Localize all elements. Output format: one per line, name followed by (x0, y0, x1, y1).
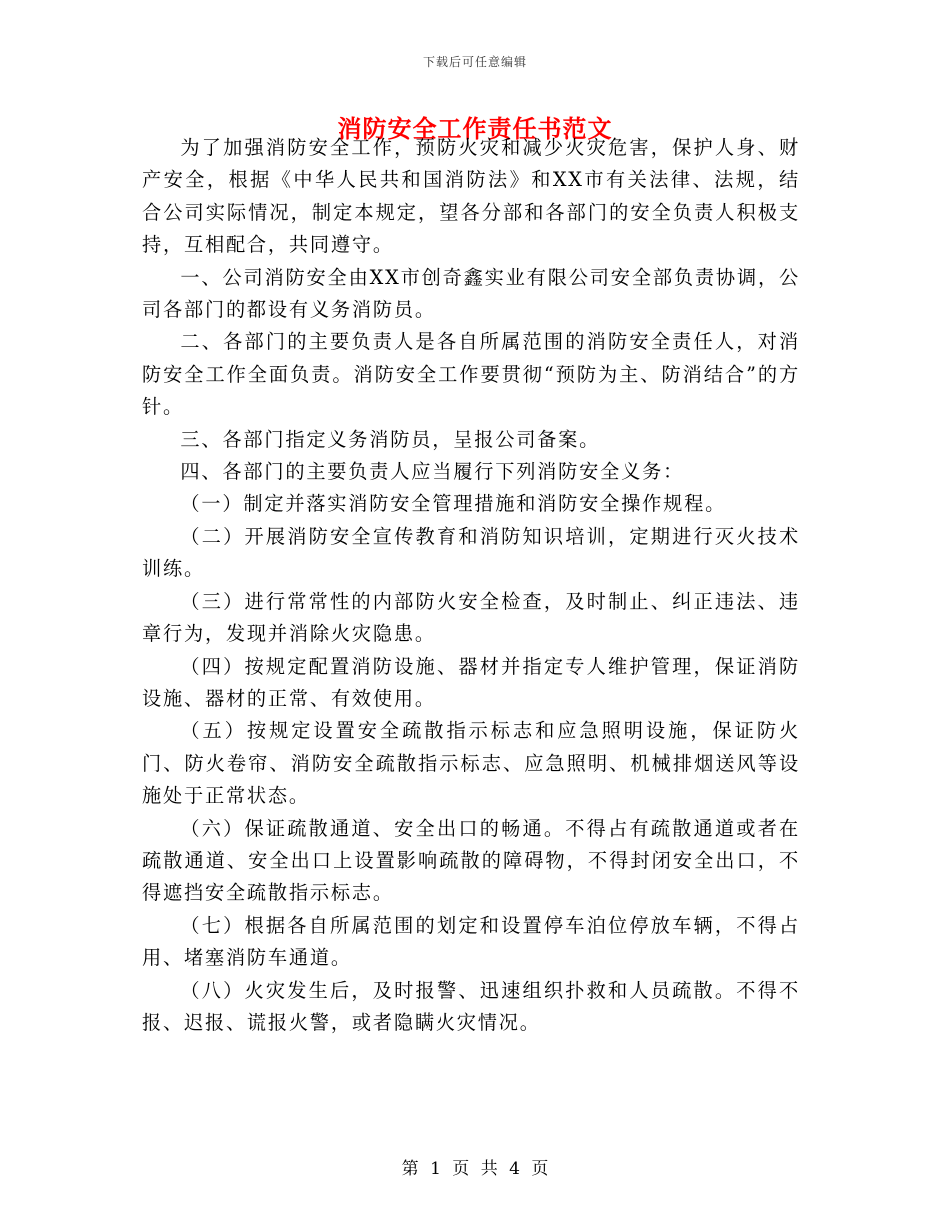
paragraph-article-4: 四、各部门的主要负责人应当履行下列消防安全义务： (180, 460, 685, 484)
paragraph-item-8: （八）火灾发生后，及时报警、迅速组织扑救和人员疏散。不得不报、迟报、谎报火警，或者隐瞒火灾情况。 (142, 978, 800, 1034)
paragraph-item-4: （四）按规定配置消防设施、器材并指定专人维护管理，保证消防设施、器材的正常、有效使用。 (142, 654, 800, 710)
page-number-footer: 第 1 页 共 4 页 (401, 1159, 549, 1179)
paragraph-article-1: 一、公司消防安全由XX市创奇鑫实业有限公司安全部负责协调，公司各部门的都设有义务消防员。 (142, 265, 800, 322)
paragraph-item-3: （三）进行常常性的内部防火安全检查，及时制止、纠正违法、违章行为，发现并消除火灾隐患。 (142, 589, 800, 646)
paragraph-item-5: （五）按规定设置安全疏散指示标志和应急照明设施，保证防火门、防火卷帘、消防安全疏散指示标志、应急照明、机械排烟送风等设施处于正常状态。 (142, 719, 800, 808)
paragraph-article-2: 二、各部门的主要负责人是各自所属范围的消防安全责任人，对消防安全工作全面负责。消防安全工作要贯彻“预防为主、防消结合”的方针。 (142, 330, 800, 419)
paragraph-item-1: （一）制定并落实消防安全管理措施和消防安全操作规程。 (180, 492, 727, 516)
paragraph-item-2: （二）开展消防安全宣传教育和消防知识培训，定期进行灭火技术训练。 (142, 524, 800, 581)
paragraph-item-6: （六）保证疏散通道、安全出口的畅通。不得占有疏散通道或者在疏散通道、安全出口上设置影响疏散的障碍物，不得封闭安全出口，不得遮挡安全疏散指示标志。 (142, 816, 800, 905)
document-body (142, 132, 800, 1039)
paragraph-article-3: 三、各部门指定义务消防员，呈报公司备案。 (180, 427, 601, 451)
header-note: 下载后可任意编辑 (422, 55, 527, 69)
paragraph-item-7: （七）根据各自所属范围的划定和设置停车泊位停放车辆，不得占用、堵塞消防车通道。 (142, 913, 800, 970)
paragraph-intro: 为了加强消防安全工作，预防火灾和减少火灾危害，保护人身、财产安全，根据《中华人民共和国消防法》和XX市有关法律、法规，结合公司实际情况，制定本规定，望各分部和各部门的安全负责人积极支持，互相配合，共同遵守。 (142, 136, 800, 257)
document-title: 消防安全工作责任书范文 (337, 114, 613, 143)
